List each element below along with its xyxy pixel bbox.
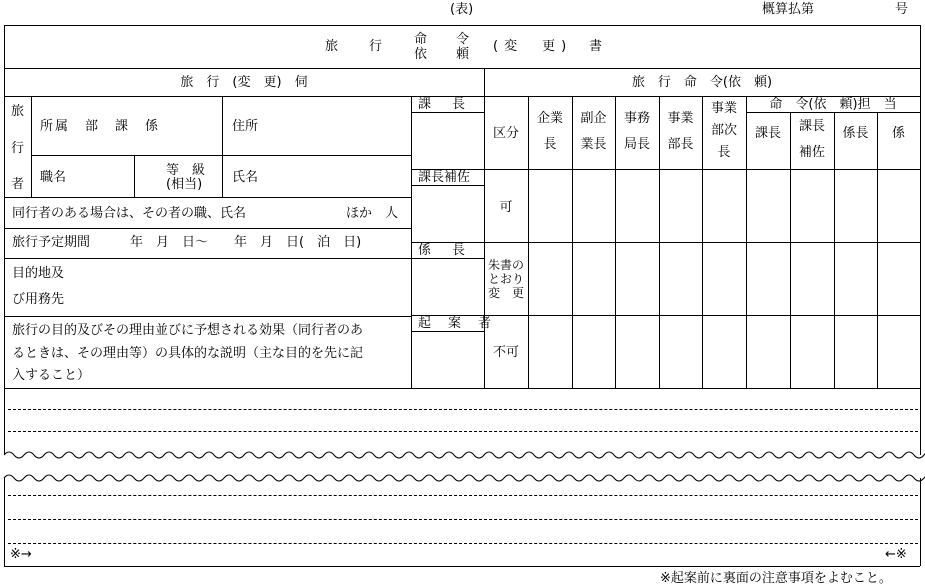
col-head-staff: 係 [891, 126, 905, 141]
col-head-assistant-chief: 課長 補佐 [798, 119, 825, 160]
section-divider [484, 68, 485, 388]
approval-section-chief: 係 長 [418, 243, 470, 258]
col-head-section-chief: 係長 [842, 126, 869, 141]
dashed-line-1 [8, 409, 918, 410]
companions-label: 同行者のある場合は、その者の職、氏名 [12, 206, 247, 221]
frame-right-upper [920, 25, 921, 455]
rule-period [4, 258, 411, 259]
rule-dept-position [31, 155, 411, 156]
destination-line-1: 目的地及 [12, 266, 65, 281]
frame-bottom [4, 566, 920, 567]
period-fields: 年 月 日～ 年 月 日( 泊 日) [130, 235, 362, 250]
period-label: 旅行予定期間 [12, 235, 91, 250]
dashed-line-4 [8, 519, 918, 520]
rule-assistant-label [411, 185, 484, 186]
dashed-line-5 [8, 543, 918, 544]
position-label: 職名 [40, 170, 67, 185]
address-label: 住所 [232, 119, 259, 134]
row-label-change: 朱書の とおり 変 更 [487, 258, 524, 300]
footer-note: ※起案前に裏面の注意事項をよむこと。 [660, 571, 892, 586]
payment-label: 概算払第 [762, 2, 815, 17]
col-head-ceo: 企業 長 [536, 111, 563, 152]
row-label-reject: 不可 [492, 345, 519, 360]
break-lines [0, 448, 925, 488]
rule-row-approve [484, 242, 920, 243]
frame-top [4, 25, 920, 26]
dept-address-divider [222, 96, 223, 197]
col-head-vice-ceo: 副企 業長 [580, 111, 607, 152]
frame-right-lower [920, 478, 921, 566]
grid-v-8 [834, 112, 835, 388]
rule-grid-header [484, 169, 920, 170]
number-label: 号 [895, 2, 909, 17]
position-grade-divider [134, 155, 135, 197]
dept-label: 所属 部 課 係 [40, 119, 161, 134]
purpose-line-1: 旅行の目的及びその理由並びに予想される効果（同行者のあ [12, 323, 364, 338]
approval-assistant-chief: 課長補佐 [418, 170, 471, 185]
destination-line-2: び用務先 [12, 292, 65, 307]
grid-v-9 [877, 112, 878, 388]
traveler-label-1: 旅 [11, 104, 25, 119]
rule-row-change [484, 315, 920, 316]
rule-chief-label [411, 112, 484, 113]
rule-drafter-label [411, 331, 484, 332]
name-label: 氏名 [232, 170, 259, 185]
right-section-header: 旅 行 命 令(依 頼) [631, 75, 773, 90]
rule-traveler-bottom [4, 197, 411, 198]
rule-destination [4, 316, 411, 317]
row-label-approve: 可 [499, 200, 513, 215]
dashed-line-3 [8, 495, 918, 496]
traveler-label-2: 行 [11, 141, 25, 156]
frame-left-lower [4, 478, 5, 566]
frame-left-upper [4, 25, 5, 455]
in-charge-header: 命 令(依 頼)担 当 [769, 97, 897, 112]
companions-suffix: ほか 人 [346, 206, 399, 221]
cut-mark-right: ←※ [885, 547, 907, 562]
approval-chief: 課 長 [418, 97, 470, 112]
col-head-deputy-division-head: 事業 部次 長 [710, 101, 737, 160]
grade-label-1: 等 級 [166, 163, 206, 178]
traveler-label-3: 者 [11, 177, 25, 192]
rule-in-charge-header [746, 112, 920, 113]
category-label: 区分 [492, 126, 519, 141]
dashed-line-2 [8, 431, 918, 432]
rule-under-title [4, 68, 920, 69]
cut-mark-left: ※→ [10, 547, 32, 562]
col-head-division-head: 事業 部長 [667, 111, 694, 152]
col-head-secretariat: 事務 局長 [623, 111, 650, 152]
left-section-header: 旅 行 (変 更) 伺 [180, 75, 308, 90]
col-head-chief: 課長 [754, 126, 781, 141]
approval-drafter: 起 案 者 [418, 316, 494, 331]
purpose-line-3: 入すること） [12, 368, 91, 383]
grade-label-2: (相当) [166, 177, 203, 192]
side-label: (表) [450, 2, 474, 17]
rule-companions [4, 228, 411, 229]
rule-table-bottom [4, 388, 920, 389]
purpose-line-2: るときは、その理由等）の具体的な説明（主な目的を先に記 [12, 346, 364, 361]
rule-section-chief-label [411, 258, 484, 259]
traveler-column-line [31, 96, 32, 197]
